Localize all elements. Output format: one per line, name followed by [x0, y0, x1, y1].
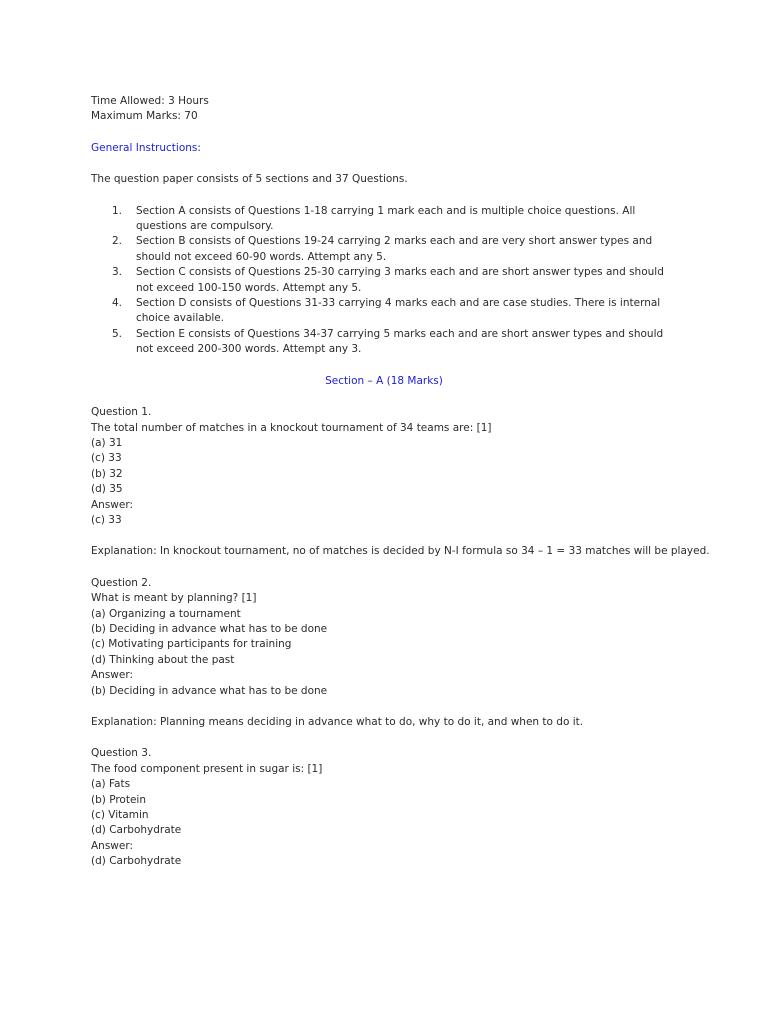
instruction-text: Section D consists of Questions 31-33 carrying 4 marks each and are case studies. There is internal choice available. — [136, 297, 661, 325]
question-option: (d) 35 — [91, 483, 123, 496]
answer-label: Answer: — [91, 839, 134, 852]
instruction-item — [91, 327, 681, 358]
instructions-intro: The question paper consists of 5 sections and 37 Questions. — [91, 173, 408, 186]
instruction-item — [91, 234, 681, 265]
answer-label: Answer: — [91, 498, 134, 511]
instruction-number: 4. — [112, 297, 123, 310]
answer-value: (c) 33 — [91, 513, 122, 526]
answer-label: Answer: — [91, 669, 134, 682]
question-option: (c) Motivating participants for training — [91, 638, 292, 651]
question-option: (d) Carbohydrate — [91, 824, 182, 837]
question-block — [91, 746, 691, 869]
answer-value: (d) Carbohydrate — [91, 855, 182, 868]
maximum-marks: Maximum Marks: 70 — [91, 110, 198, 123]
question-block — [91, 405, 710, 560]
answer-value: (b) Deciding in advance what has to be done — [91, 684, 328, 697]
instruction-number: 2. — [112, 235, 123, 248]
instruction-text: Section B consists of Questions 19-24 carrying 2 marks each and are very short answer types and should not exceed 60-90 words. Attempt any 5. — [136, 235, 653, 263]
instruction-number: 3. — [112, 266, 123, 279]
question-paper-page — [91, 94, 710, 870]
question-option: (a) Organizing a tournament — [91, 607, 241, 620]
question-block — [91, 576, 691, 731]
question-option: (c) Vitamin — [91, 809, 149, 822]
question-number: Question 2. — [91, 576, 152, 589]
instruction-number: 1. — [112, 204, 123, 217]
question-option: (a) Fats — [91, 778, 131, 791]
section-a-title: Section – A (18 Marks) — [325, 374, 443, 387]
question-text: The food component present in sugar is: [1] — [91, 762, 323, 775]
instructions-list — [91, 204, 691, 358]
instruction-item — [91, 265, 681, 296]
explanation: Explanation: In knockout tournament, no of matches is decided by N-I formula so 34 – 1 = 33 matches will be played. — [91, 545, 710, 558]
question-text: The total number of matches in a knockout tournament of 34 teams are: [1] — [91, 421, 492, 434]
question-option: (a) 31 — [91, 436, 123, 449]
instruction-text: Section A consists of Questions 1-18 carrying 1 mark each and is multiple choice questions. All questions are compulsory. — [136, 204, 636, 233]
question-option: (b) 32 — [91, 467, 123, 480]
time-allowed: Time Allowed: 3 Hours — [91, 95, 209, 107]
question-number: Question 3. — [91, 747, 152, 760]
instruction-item — [91, 296, 681, 327]
question-option: (d) Thinking about the past — [91, 653, 235, 666]
instruction-text: Section E consists of Questions 34-37 carrying 5 marks each and are short answer types and should not exceed 200-300 words. Attempt any 3. — [136, 327, 664, 356]
question-option: (b) Deciding in advance what has to be done — [91, 622, 328, 635]
explanation: Explanation: Planning means deciding in advance what to do, why to do it, and when to do it. — [91, 716, 584, 728]
question-text: What is meant by planning? [1] — [91, 592, 257, 605]
general-instructions-heading: General Instructions: — [91, 141, 201, 154]
instruction-text: Section C consists of Questions 25-30 carrying 3 marks each and are short answer types and should not exceed 100-150 words. Attempt any 5. — [136, 266, 664, 294]
question-option: (b) Protein — [91, 793, 147, 806]
question-option: (c) 33 — [91, 452, 122, 465]
instruction-number: 5. — [112, 327, 123, 340]
instruction-item — [91, 204, 681, 235]
question-number: Question 1. — [91, 406, 152, 419]
